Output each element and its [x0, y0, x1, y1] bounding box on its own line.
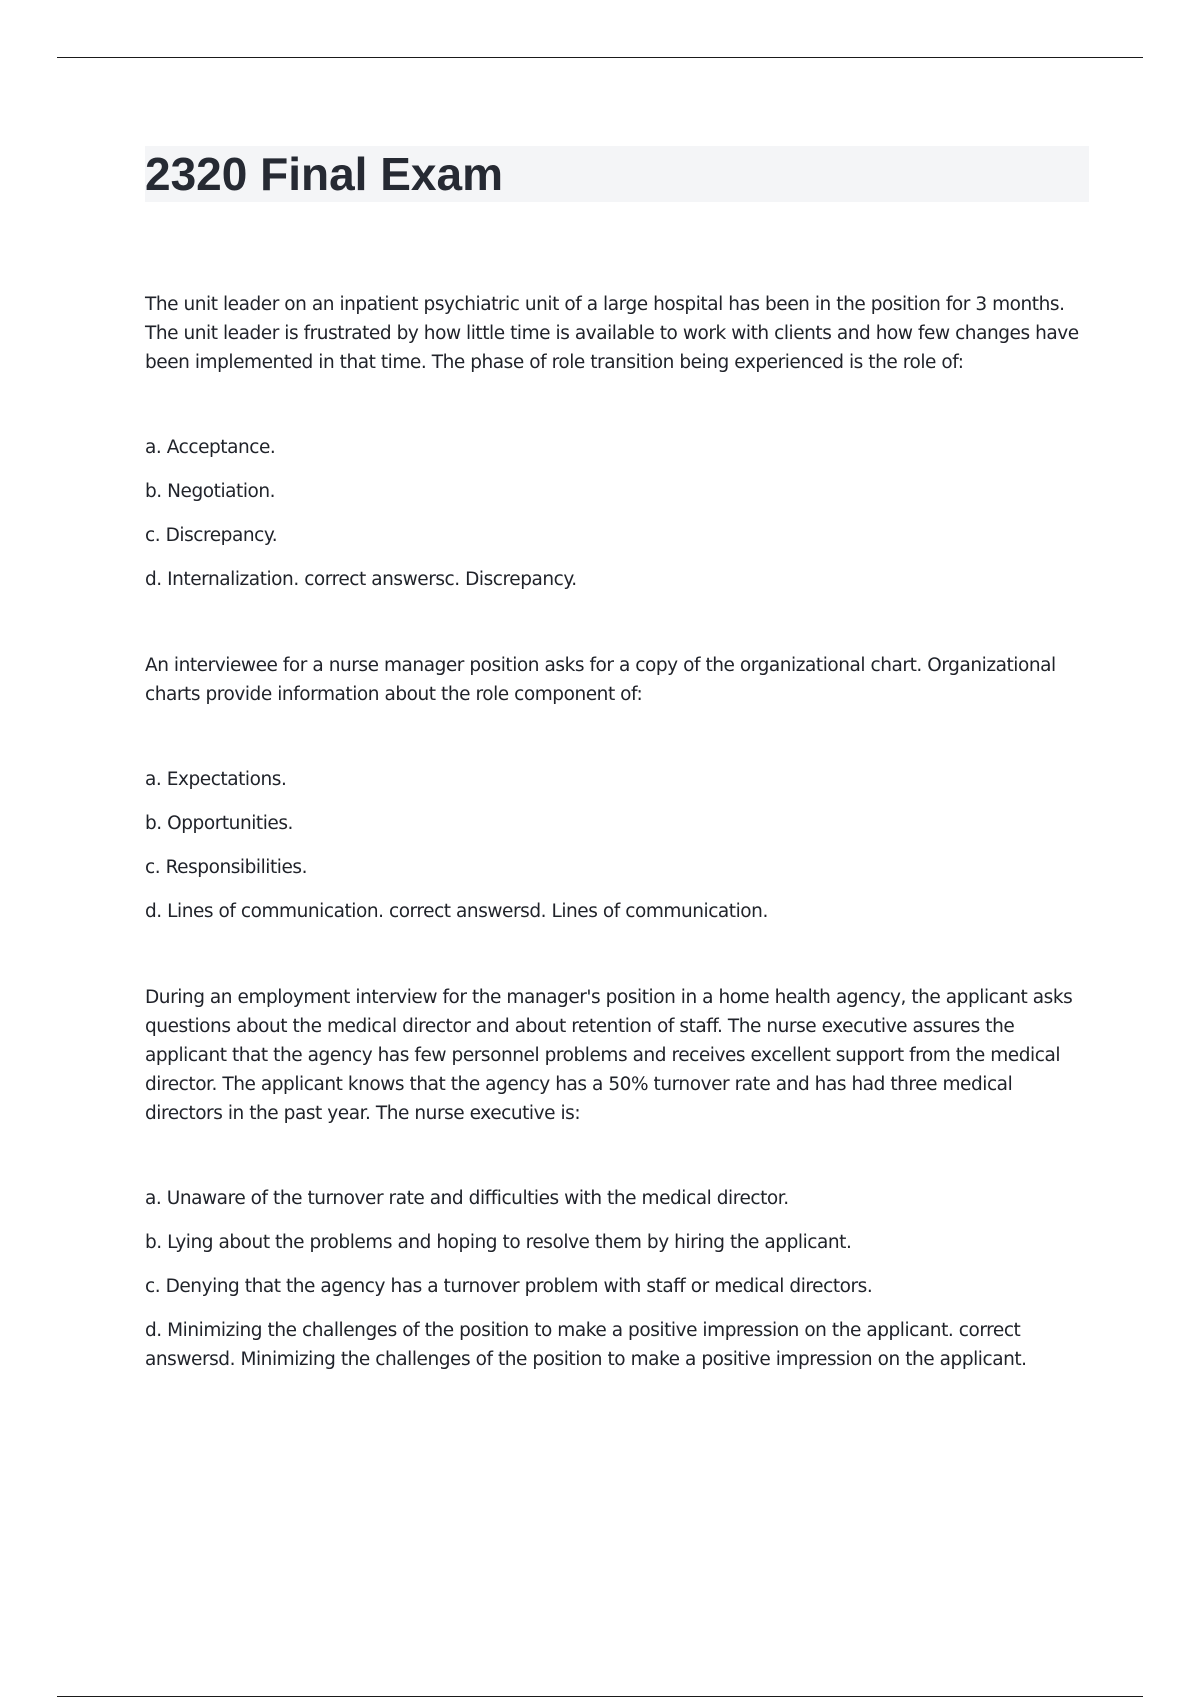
option-a: a. Unaware of the turnover rate and difficulties with the medical director. [145, 1188, 789, 1209]
option-b: b. Negotiation. [145, 481, 276, 502]
option-c: c. Discrepancy. [145, 525, 278, 546]
option-d: d. Lines of communication. correct answersd. Lines of communication. [145, 901, 768, 922]
page-title: 2320 Final Exam [145, 148, 503, 200]
question-text: During an employment interview for the manager's position in a home health agency, the applicant asks questions about the medical director and about retention of staff. The nurse executive assures the applicant that the agency has few personnel problems and receives excellent support from the medical director. The applicant knows that the agency has a 50% turnover rate and has had three medical directors in the past year. The nurse executive is: [145, 987, 1073, 1124]
option-c: c. Denying that the agency has a turnover problem with staff or medical directors. [145, 1276, 873, 1297]
option-a: a. Expectations. [145, 769, 287, 790]
question-text: The unit leader on an inpatient psychiatric unit of a large hospital has been in the position for 3 months. The unit leader is frustrated by how little time is available to work with clients and how few changes have been implemented in that time. The phase of role transition being experienced is the role of: [145, 294, 1079, 373]
option-b: b. Opportunities. [145, 813, 293, 834]
option-d: d. Internalization. correct answersc. Discrepancy. [145, 569, 577, 590]
question-block [145, 651, 1089, 926]
option-c: c. Responsibilities. [145, 857, 307, 878]
question-block [145, 983, 1089, 1374]
answer-options [145, 433, 1089, 594]
option-a: a. Acceptance. [145, 437, 276, 458]
option-b: b. Lying about the problems and hoping to resolve them by hiring the applicant. [145, 1232, 852, 1253]
question-block [145, 290, 1089, 594]
document-body [145, 290, 1089, 1389]
question-text: An interviewee for a nurse manager position asks for a copy of the organizational chart. Organizational charts provide information about the role component of: [145, 655, 1056, 705]
footer-rule [57, 1696, 1143, 1697]
answer-options [145, 1184, 1089, 1374]
answer-options [145, 765, 1089, 926]
option-d: d. Minimizing the challenges of the position to make a positive impression on the applicant. correct answersd. Minimizing the challenges of the position to make a positive impression on the applicant. [145, 1320, 1027, 1370]
header-rule [57, 57, 1143, 58]
